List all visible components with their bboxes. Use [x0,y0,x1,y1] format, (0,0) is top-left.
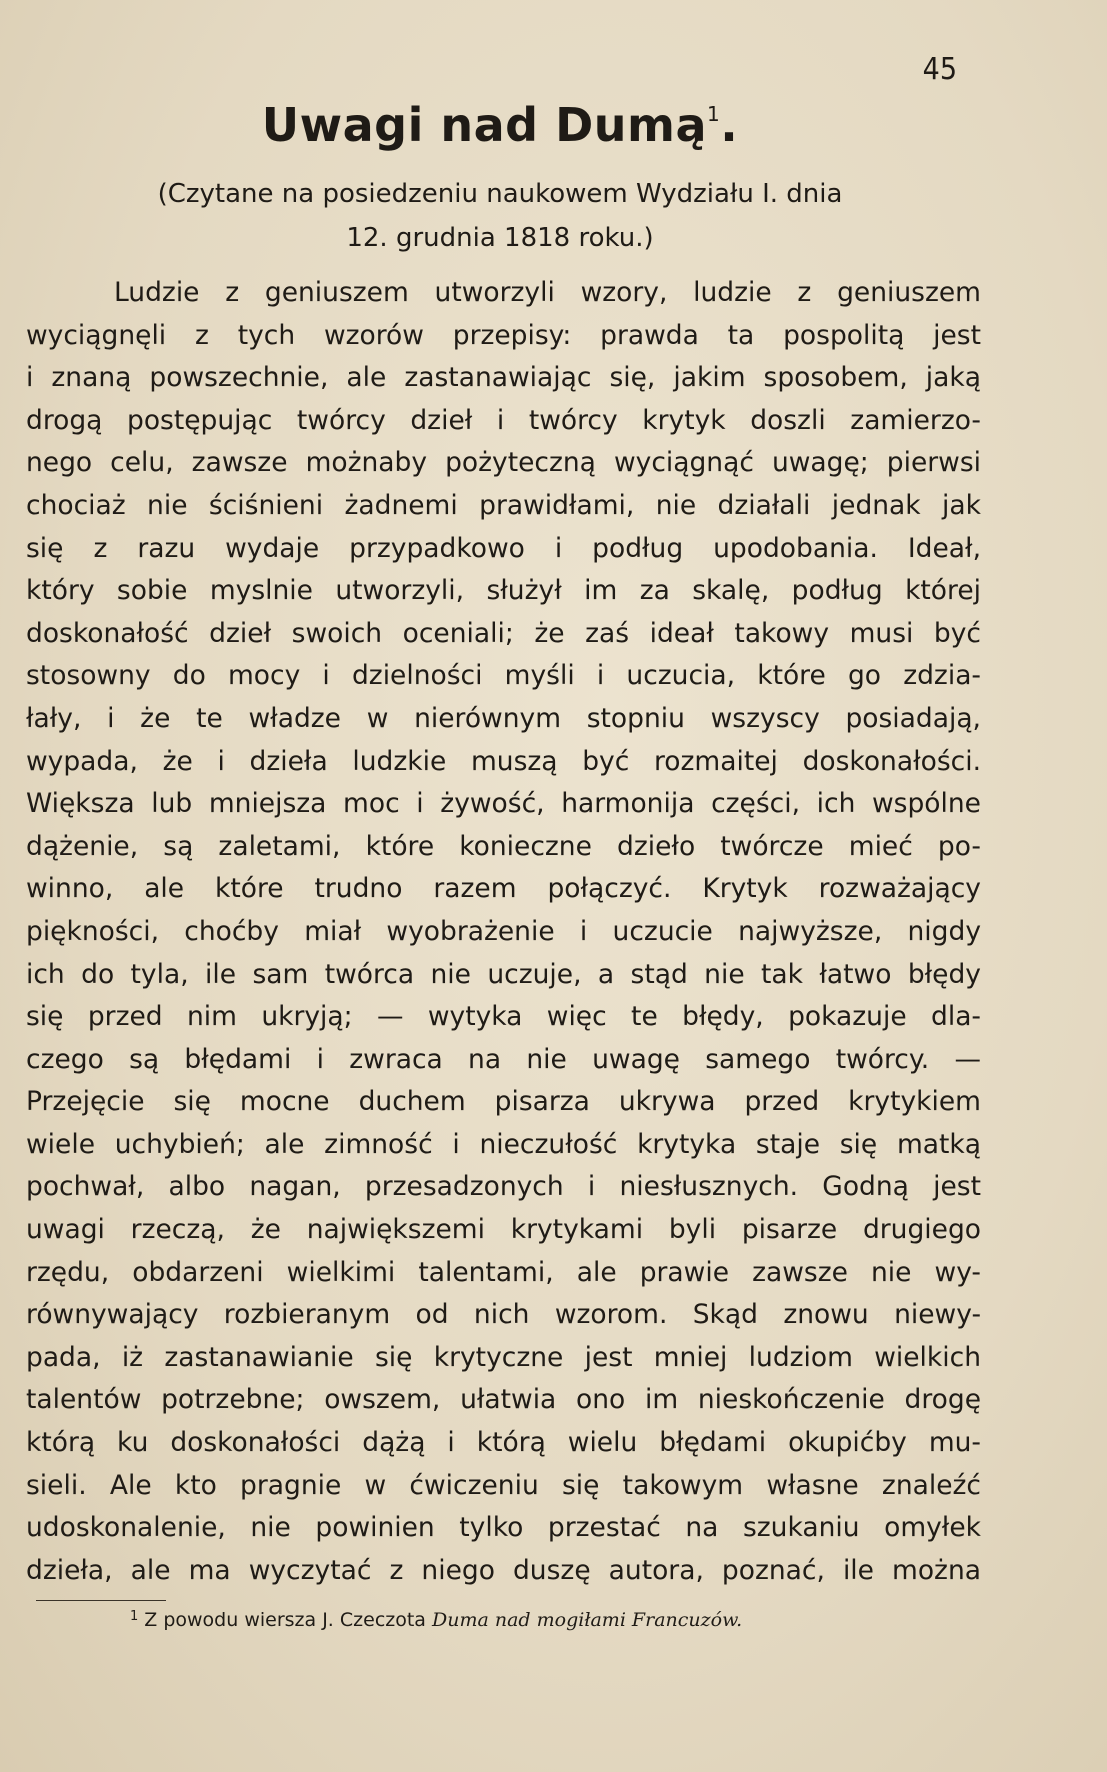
text-line: wyciągnęli z tych wzorów przepisy: prawda ta pospolitą jest [26,319,981,351]
text-line: dążenie, są zaletami, które konieczne dzieło twórcze mieć po- [26,830,981,862]
text-line: i znaną powszechnie, ale zastanawiając się, jakim sposobem, jaką [26,362,981,394]
text-line: czego są błędami i zwraca na nie uwagę samego twórcy. — [26,1043,981,1075]
text-line: równywający rozbieranym od nich wzorom. Skąd znowu niewy- [26,1299,981,1331]
text-line: który sobie myslnie utworzyli, służył im za skalę, podług której [26,575,981,607]
subtitle-line: 12. grudnia 1818 roku.) [346,223,654,253]
body-text [26,272,981,1592]
footnote-marker: 1 [130,1609,139,1624]
text-line: drogą postępując twórcy dzieł i twórcy krytyk doszli zamierzo- [26,404,981,436]
text-line: pochwał, albo nagan, przesadzonych i niesłusznych. Godną jest [26,1171,981,1203]
text-line: piękności, choćby miał wyobrażenie i uczucie najwyższe, nigdy [26,915,981,947]
text-line: Większa lub mniejsza moc i żywość, harmonija części, ich wspólne [26,788,981,820]
text-line: uwagi rzeczą, że największemi krytykami byli pisarze drugiego [26,1214,981,1246]
footnote-divider [36,1600,166,1601]
text-line: winno, ale które trudno razem połączyć. Krytyk rozważający [26,873,981,905]
text-line: doskonałość dzieł swoich oceniali; że zaś ideał takowy musi być [26,617,981,649]
page-number: 45 [922,52,957,87]
text-line: nego celu, zawsze możnaby pożyteczną wyciągnąć uwagę; pierwsi [26,447,981,479]
text-line: Przejęcie się mocne duchem pisarza ukrywa przed krytykiem [26,1086,981,1118]
text-line: łały, i że te władze w nierównym stopniu wszyscy posiadają, [26,702,981,734]
text-line: wypada, że i dzieła ludzkie muszą być rozmaitej doskonałości. [26,745,981,777]
text-line: wiele uchybień; ale zimność i nieczułość krytyka staje się matką [26,1128,981,1160]
text-line: udoskonalenie, nie powinien tylko przestać na szukaniu omyłek [26,1512,981,1544]
subtitle-line: (Czytane na posiedzeniu naukowem Wydziału I. dnia [157,179,843,209]
text-line: stosowny do mocy i dzielności myśli i uczucia, które go zdzia- [26,660,981,692]
footnote-work-title: Duma nad mogiłami Francuzów. [432,1609,743,1631]
text-line: dzieła, ale ma wyczytać z niego duszę autora, poznać, ile można [26,1554,981,1586]
text-line: pada, iż zastanawianie się krytyczne jest mniej ludziom wielkich [26,1341,981,1373]
chapter-subtitle [80,172,920,260]
text-line: się przed nim ukryją; — wytyka więc te błędy, pokazuje dla- [26,1001,981,1033]
text-line: Ludzie z geniuszem utworzyli wzory, ludzie z geniuszem [114,277,981,308]
text-line: chociaż nie ściśnieni żadnemi prawidłami, nie działali jednak jak [26,489,981,521]
text-line: którą ku doskonałości dążą i którą wielu błędami okupićby mu- [26,1427,981,1459]
chapter-title-text: Uwagi nad Dumą [261,98,708,152]
footnote-text: Z powodu wiersza J. Czeczota [144,1609,426,1631]
text-line: rzędu, obdarzeni wielkimi talentami, ale prawie zawsze nie wy- [26,1256,981,1288]
title-footnote-marker: 1 [707,102,721,126]
text-line: talentów potrzebne; owszem, ułatwia ono im nieskończenie drogę [26,1384,981,1416]
text-line: ich do tyla, ile sam twórca nie uczuje, a stąd nie tak łatwo błędy [26,958,981,990]
text-line: się z razu wydaje przypadkowo i podług upodobania. Ideał, [26,532,981,564]
text-line: sieli. Ale kto pragnie w ćwiczeniu się takowym własne znaleźć [26,1469,981,1501]
footnote [130,1609,742,1631]
chapter-title: Uwagi nad Dumą$^1$. [261,98,739,152]
